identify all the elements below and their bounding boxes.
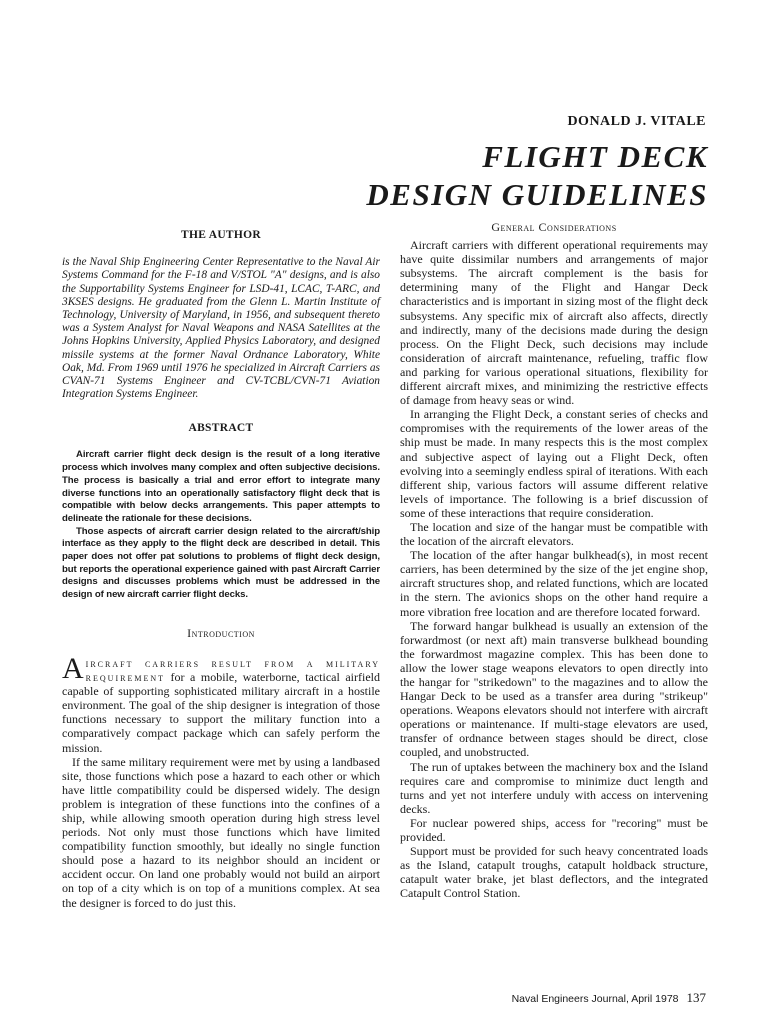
author-name: DONALD J. VITALE [567,114,706,129]
abstract-paragraph-2: Those aspects of aircraft carrier design related to the aircraft/ship interface as they apply to the flight deck are described in detail. This paper does not offer pat solutions to problems of flight deck design, but reports the operational experience gained with past Aircraft Carrier designs and discusses problems which must be addressed in the design of new aircraft carrier flight decks. [62,525,380,601]
intro-paragraph-1-text: for a mobile, waterborne, tactical airfield capable of supporting sophisticated military aircraft in a hostile environment. The goal of the ship designer is integration of those functions necessary to support the military function into a comparatively compact package which can safely perform the mission. [62,670,380,755]
page-number: 137 [686,990,706,1005]
intro-paragraph-2: If the same military requirement were met by using a landbased site, those functions which pose a hazard to each other or which have little compatibility could be dispersed widely. The design problem is integration of these functions into the confines of a ship, while allowing smooth operation during high stress level periods. Not only must those functions which have limited compatibility function smoothly, but ideally no single function should pose a hazard to its neighbor should an incident or accident occur. On land one probably would not build an airport on top of a city which is on top of a munitions complex. At sea the designer is forced to do just this. [62,754,380,910]
general-considerations-heading: General Considerations [491,220,617,234]
right-column [400,220,708,901]
page-footer [512,990,706,1006]
author-bio: is the Naval Ship Engineering Center Representative to the Naval Air Systems Command for the F-18 and V/STOL "A" designs, and is also the Supportability Systems Engineer for LSD-41, LCAC, T-ARC, and 3KSES designs. He graduated from the Glenn L. Martin Institute of Technology, University of Maryland, in 1956, and subsequent thereto was a System Analyst for Naval Weapons and NASA Satellites at the Johns Hopkins University, Applied Physics Laboratory, and designed missile systems at the former Naval Ordnance Laboratory, White Oak, Md. From 1969 until 1976 he specialized in Aircraft Carriers as CVAN-71 Systems Engineer and CV-TCBL/CVN-71 Aviation Integration Systems Engineer. [62,256,380,401]
body-paragraph: The location and size of the hangar must be compatible with the location of the aircraft elevators. [400,519,708,549]
body-paragraph: Support must be provided for such heavy concentrated loads as the Island, catapult troughs, catapult holdback structure, catapult water brake, jet blast deflectors, and the integrated Catapult Control Station. [400,844,708,901]
journal-citation: Naval Engineers Journal, April 1978 [511,993,679,1005]
introduction-heading: Introduction [187,625,255,640]
abstract [62,449,380,601]
body-paragraph: For nuclear powered ships, access for "recoring" must be provided. [400,815,708,845]
body-paragraph: The forward hangar bulkhead is usually an extension of the forwardmost (or next aft) main transverse bulkhead bounding the forwardmost magazine complex. This has been done to allow the lower stage weapons elevators to open directly into the hangar for "strikedown" to the magazines and to allow the Hangar Deck to be used as a transfer area during "strikeup" operations. Weapons elevators should not interfere with aircraft operations or maintenance. If multi-stage elevators are used, transfer of ordnance between stages should be direct, close coupled, and unobstructed. [400,618,708,760]
title-line-1: FLIGHT DECK [482,139,708,174]
body-paragraph: The location of the after hangar bulkhead(s), in most recent carriers, has been determined by the size of the jet engine shop, aircraft structures shop, and related functions, which are located in the stern. The avionics shops on the other hand require a more vibration free location and are therefore located forward. [400,548,708,619]
intro-lead-in: ircraft carriers result from a military requirement [85,655,380,685]
body-paragraph: In arranging the Flight Deck, a constant series of checks and compromises with the requirements of the lower areas of the ship must be made. In many respects this is the most complex and subjective aspect of laying out a Flight Deck, often evolving into a seemingly endless spiral of iterations. With each different ship, various factors will assume different relative levels of importance. The following is a brief discussion of some of these interactions that require consideration. [400,407,708,520]
body-paragraph: The run of uptakes between the machinery box and the Island requires care and compromise to minimize duct length and turns and yet not interfere unduly with access on intervening decks. [400,759,708,816]
title-line-2: DESIGN GUIDELINES [366,177,708,212]
drop-cap: A [62,651,84,685]
author-heading: THE AUTHOR [180,229,261,241]
intro-paragraph-1 [62,651,380,755]
article-title [288,138,708,214]
body-paragraph: Aircraft carriers with different operational requirements may have quite dissimilar numbers and arrangements of major subsystems. The aircraft complement is the basis for determining many of the Flight and Hangar Deck characteristics and is important in sizing most of the flight deck subsystems. Any specific mix of aircraft also affects, directly and indirectly, many of the decisions made during the design process. On the Flight Deck, such decisions may include consideration of aircraft maintenance, refueling, traffic flow and parking for various operational situations, flexibility for different aircraft mixes, and minimizing the restrictive effects of damage from heavy seas or wind. [400,238,708,408]
abstract-heading: ABSTRACT [188,422,254,435]
abstract-paragraph-1: Aircraft carrier flight deck design is the result of a long iterative process which involves many complex and often subjective decisions. The process is basically a trial and error effort to integrate many diverse functions into an operationally satisfactory flight deck that is compatible with below decks arrangements. This paper attempts to delineate the rationale for these decisions. [62,449,380,524]
left-column [62,228,380,910]
